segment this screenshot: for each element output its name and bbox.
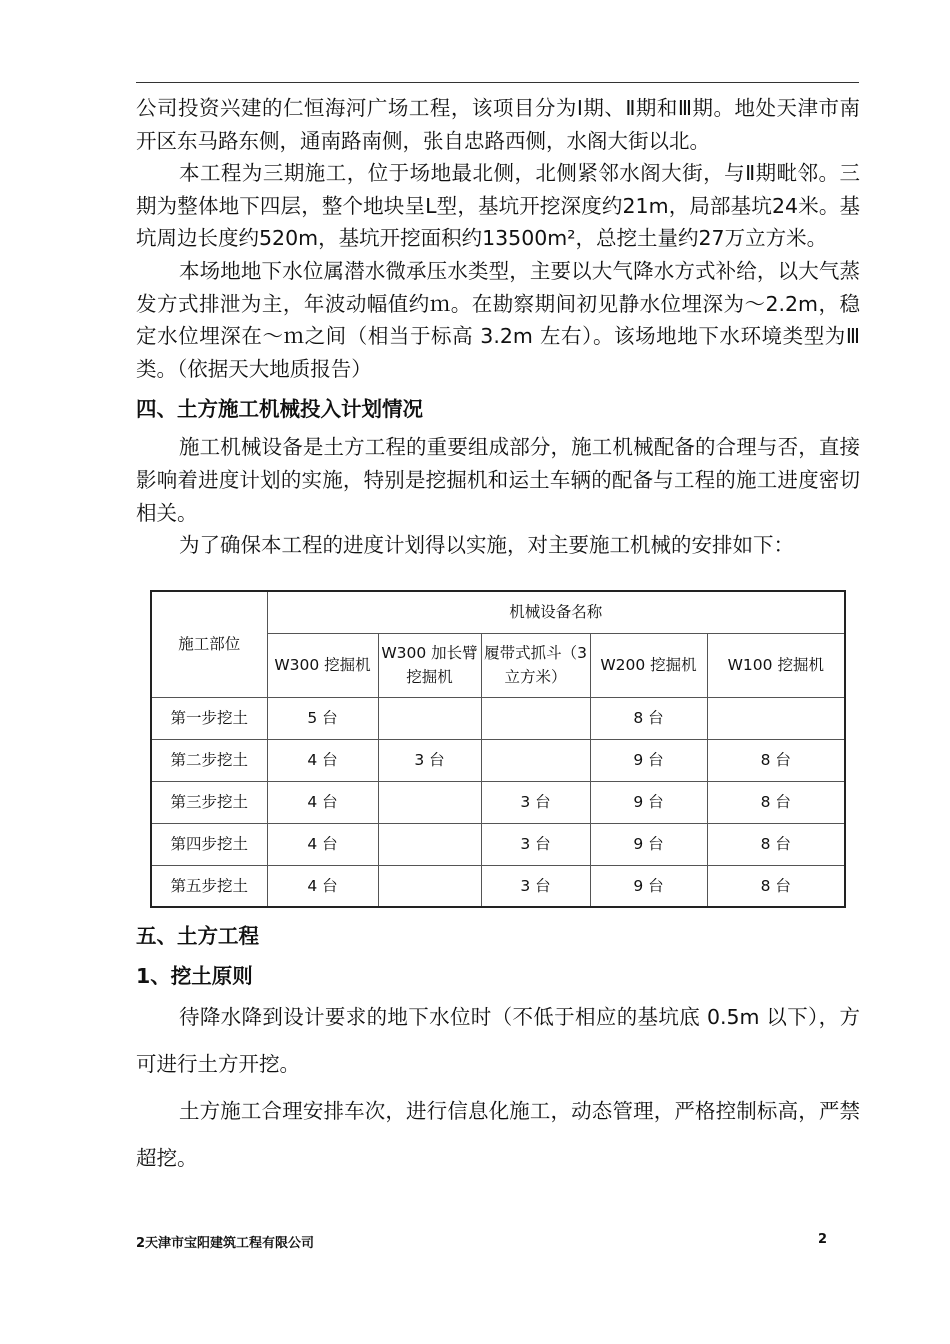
- paragraph-project-overview: 公司投资兴建的仁恒海河广场工程，该项目分为Ⅰ期、Ⅱ期和Ⅲ期。地处天津市南开区东马路东侧，通南路南侧，张自忠路西侧，水阁大街以北。: [136, 96, 860, 153]
- table-cell: 9 台: [590, 781, 707, 823]
- document-body: [136, 92, 860, 562]
- table-row: [151, 781, 845, 823]
- table-cell: [378, 781, 481, 823]
- table-cell: 第五步挖土: [151, 865, 267, 907]
- section-earthwork: [136, 920, 860, 1182]
- paragraph-machinery-importance: 施工机械设备是土方工程的重要组成部分，施工机械配备的合理与否，直接影响着进度计划的实施，特别是挖掘机和运土车辆的配备与工程的施工进度密切相关。: [136, 435, 860, 525]
- column-header: W300 加长臂挖掘机: [378, 633, 481, 697]
- paragraph-excavation-management: 土方施工合理安排车次，进行信息化施工，动态管理，严格控制标高，严禁超挖。: [136, 1099, 860, 1170]
- table-cell: 5 台: [267, 697, 378, 739]
- table-cell: 4 台: [267, 739, 378, 781]
- table-cell: 3 台: [378, 739, 481, 781]
- table-cell: 8 台: [707, 739, 845, 781]
- footer-page-number: 2: [818, 1232, 828, 1247]
- table-cell: [481, 697, 590, 739]
- column-header: 履带式抓斗（3 立方米）: [481, 633, 590, 697]
- table-cell: 3 台: [481, 865, 590, 907]
- table-cell: 第三步挖土: [151, 781, 267, 823]
- table-cell: 4 台: [267, 823, 378, 865]
- paragraph-excavation-condition: 待降水降到设计要求的地下水位时（不低于相应的基坑底 0.5m 以下），方可进行土方开挖。: [136, 1005, 860, 1076]
- heading-machinery-plan: 四、土方施工机械投入计划情况: [136, 397, 423, 422]
- column-header: W100 挖掘机: [707, 633, 845, 697]
- table-cell: 9 台: [590, 865, 707, 907]
- table-cell: [707, 697, 845, 739]
- paragraph-phase-three: 本工程为三期施工，位于场地最北侧，北侧紧邻水阁大街，与Ⅱ期毗邻。三期为整体地下四层，整个地块呈L型，基坑开挖深度约21m，局部基坑24米。基坑周边长度约520m，基坑开挖面积约13500m²，总挖土量约27万立方米。: [136, 161, 860, 251]
- table-header-row: [151, 591, 845, 633]
- table-cell: [378, 823, 481, 865]
- table-cell: 4 台: [267, 865, 378, 907]
- table-cell: 9 台: [590, 739, 707, 781]
- table-cell: 3 台: [481, 781, 590, 823]
- table-cell: 第一步挖土: [151, 697, 267, 739]
- table-row: [151, 865, 845, 907]
- column-header: W300 挖掘机: [267, 633, 378, 697]
- header-construction-part: 施工部位: [151, 591, 267, 697]
- table-row: [151, 739, 845, 781]
- column-header: W200 挖掘机: [590, 633, 707, 697]
- header-machine-group: 机械设备名称: [267, 591, 845, 633]
- header-rule: [136, 82, 859, 83]
- heading-earthwork: 五、土方工程: [136, 924, 259, 948]
- table-cell: 第二步挖土: [151, 739, 267, 781]
- footer-company: 2天津市宝阳建筑工程有限公司: [136, 1236, 315, 1251]
- table-cell: [378, 865, 481, 907]
- paragraph-groundwater: 本场地地下水位属潜水微承压水类型，主要以大气降水方式补给，以大气蒸发方式排泄为主，年波动幅值约ｍ。在勘察期间初见静水位埋深为～2.2m，稳定水位埋深在～ｍ之间（相当于标高 3.2m 左右）。该场地地下水环境类型为Ⅲ类。（依据天大地质报告）: [136, 258, 860, 381]
- table-cell: 4 台: [267, 781, 378, 823]
- table-cell: 9 台: [590, 823, 707, 865]
- paragraph-machinery-intro: 为了确保本工程的进度计划得以实施，对主要施工机械的安排如下：: [179, 533, 794, 558]
- table-cell: 8 台: [707, 823, 845, 865]
- table-cell: 8 台: [707, 865, 845, 907]
- table-row: [151, 697, 845, 739]
- subheading-excavation-principle: 1、挖土原则: [136, 964, 253, 988]
- table-cell: 第四步挖土: [151, 823, 267, 865]
- table-cell: 8 台: [707, 781, 845, 823]
- table-cell: 3 台: [481, 823, 590, 865]
- table-cell: [481, 739, 590, 781]
- machinery-table: [150, 590, 846, 908]
- table-row: [151, 823, 845, 865]
- table-cell: [378, 697, 481, 739]
- table-cell: 8 台: [590, 697, 707, 739]
